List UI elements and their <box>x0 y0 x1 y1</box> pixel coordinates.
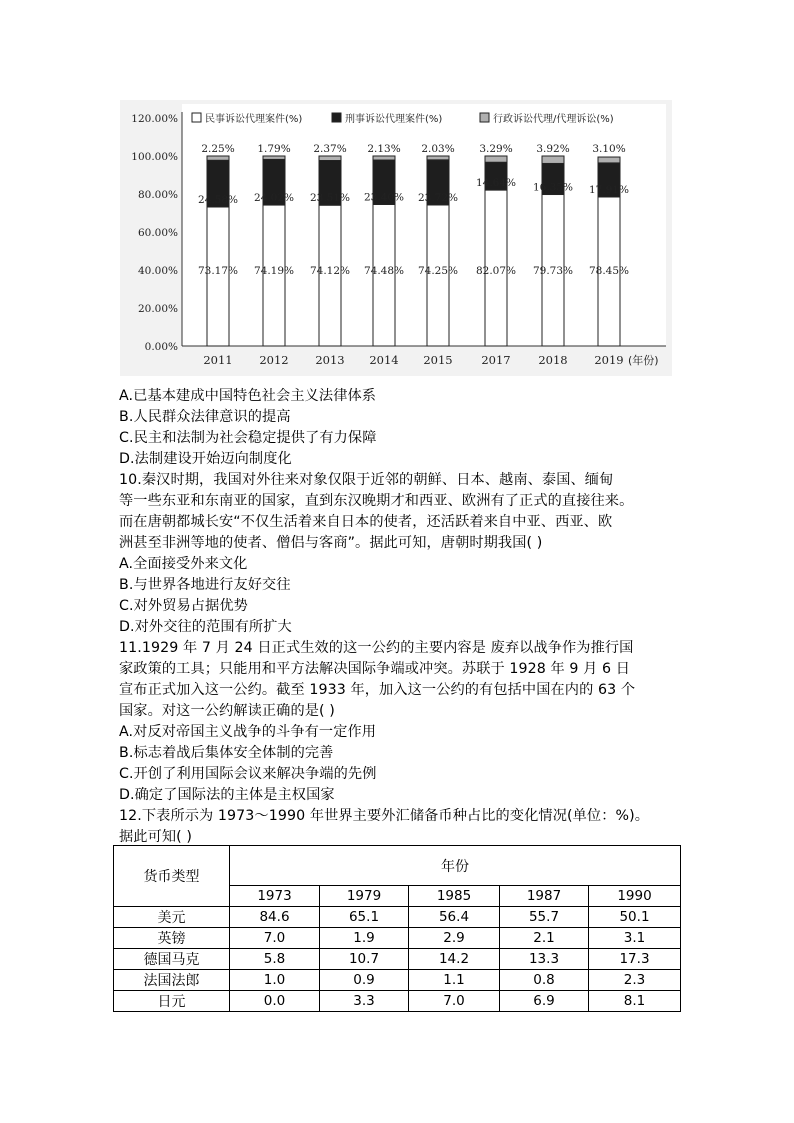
q10-option-b: B.与世界各地进行友好交往 <box>119 577 291 593</box>
table-row <box>114 928 681 949</box>
q10-stem-line-2: 等一些东亚和东南亚的国家，直到东汉晚期才和西亚、欧洲有了正式的直接往来。 <box>119 493 634 509</box>
q11-stem-line-1: 11.1929 年 7 月 24 日正式生效的这一公约的主要内容是 废弃以战争作为推行国 <box>119 640 634 656</box>
table-row <box>114 991 681 1012</box>
q9-option-b: B.人民群众法律意识的提高 <box>119 409 291 425</box>
q9-option-a: A.已基本建成中国特色社会主义法律体系 <box>119 388 377 404</box>
bar-segment <box>427 156 449 160</box>
y-tick-label: 120.00% <box>131 113 178 125</box>
year-header: 1987 <box>500 886 589 907</box>
table-cell: 1.9 <box>320 928 409 949</box>
data-label: 74.48% <box>363 265 405 277</box>
row-currency-name: 德国马克 <box>114 949 230 970</box>
table-cell: 55.7 <box>500 907 589 928</box>
bar-segment <box>598 157 620 163</box>
q11-stem-line-4: 国家。对这一公约解读正确的是( ) <box>119 703 335 719</box>
data-label: 3.92% <box>536 143 570 155</box>
q10-stem-line-4: 洲甚至非洲等地的使者、僧侣与客商”。据此可知，唐朝时期我国( ) <box>119 535 543 551</box>
data-label: 74.25% <box>417 265 459 277</box>
y-tick-label: 0.00% <box>144 341 178 353</box>
data-label: 82.07% <box>475 265 517 277</box>
plot-area <box>182 104 666 346</box>
legend-swatch <box>332 113 341 122</box>
table-cell: 50.1 <box>589 907 681 928</box>
x-tick-label: 2012 <box>259 353 289 367</box>
table-cell: 3.1 <box>589 928 681 949</box>
q10-option-d: D.对外交往的范围有所扩大 <box>119 619 292 635</box>
data-label: 17.91% <box>588 183 630 196</box>
legend-label: 民事诉讼代理案件(%) <box>205 114 303 125</box>
legend-swatch <box>192 113 201 122</box>
table-cell: 56.4 <box>409 907 500 928</box>
header-currency-type: 货币类型 <box>114 846 230 907</box>
data-label: 23.40% <box>363 191 405 204</box>
row-currency-name: 英镑 <box>114 928 230 949</box>
year-header: 1985 <box>409 886 500 907</box>
q10-stem-line-1: 10.秦汉时期，我国对外往来对象仅限于近邻的朝鲜、日本、越南、泰国、缅甸 <box>119 472 614 488</box>
table-cell: 5.8 <box>230 949 320 970</box>
table-cell: 0.9 <box>320 970 409 991</box>
data-label: 16.35% <box>532 181 574 194</box>
data-label: 74.19% <box>253 265 295 277</box>
table-cell: 7.0 <box>409 991 500 1012</box>
table-cell: 7.0 <box>230 928 320 949</box>
chart-svg <box>120 100 672 376</box>
bar-segment <box>207 156 229 160</box>
q11-option-d: D.确定了国际法的主体是主权国家 <box>119 787 335 803</box>
table-cell: 2.9 <box>409 928 500 949</box>
legend-swatch <box>480 113 489 122</box>
bar-segment <box>373 156 395 160</box>
data-label: 2.03% <box>421 143 455 155</box>
table-cell: 10.7 <box>320 949 409 970</box>
table-cell: 3.3 <box>320 991 409 1012</box>
x-tick-label: 2017 <box>481 353 511 367</box>
row-currency-name: 美元 <box>114 907 230 928</box>
data-label: 24.58% <box>197 193 239 206</box>
x-tick-label: 2019 <box>594 353 624 367</box>
legend-label: 刑事诉讼代理案件(%) <box>345 114 443 125</box>
year-header: 1990 <box>589 886 681 907</box>
bar-segment <box>485 156 507 162</box>
q9-option-c: C.民主和法制为社会稳定提供了有力保障 <box>119 430 377 446</box>
y-tick-label: 100.00% <box>131 151 178 163</box>
q10-option-a: A.全面接受外来文化 <box>119 556 248 572</box>
currency-reserve-table <box>113 845 681 1012</box>
x-tick-label: 2018 <box>538 353 568 367</box>
table-cell: 17.3 <box>589 949 681 970</box>
stacked-bar-chart <box>120 100 672 376</box>
data-label: 2.13% <box>367 143 401 155</box>
data-label: 78.45% <box>588 265 630 277</box>
q11-stem-line-2: 家政策的工具；只能用和平方法解决国际争端或冲突。苏联于 1928 年 9 月 6 日 <box>119 661 631 677</box>
data-label: 2.25% <box>201 143 235 155</box>
q11-option-b: B.标志着战后集体安全体制的完善 <box>119 745 334 761</box>
y-tick-label: 80.00% <box>137 189 178 201</box>
q12-stem-line-2: 据此可知( ) <box>119 829 193 845</box>
data-label: 23.72% <box>417 191 459 204</box>
table-cell: 65.1 <box>320 907 409 928</box>
data-label: 79.73% <box>532 265 574 277</box>
y-tick-label: 20.00% <box>137 303 178 315</box>
legend-label: 行政诉讼代理/代理诉讼(%) <box>493 114 614 125</box>
bar-segment <box>542 156 564 163</box>
table-cell: 14.2 <box>409 949 500 970</box>
bar-segment <box>319 156 341 161</box>
row-currency-name: 法国法郎 <box>114 970 230 991</box>
data-label: 14.64% <box>475 177 517 190</box>
q11-stem-line-3: 宣布正式加入这一公约。截至 1933 年，加入这一公约的有包括中国在内的 63 个 <box>119 682 636 698</box>
bar-segment <box>263 156 285 159</box>
table-row <box>114 907 681 928</box>
table-cell: 2.1 <box>500 928 589 949</box>
header-year: 年份 <box>230 846 681 886</box>
data-label: 74.12% <box>309 265 351 277</box>
table-cell: 0.8 <box>500 970 589 991</box>
q9-option-d: D.法制建设开始迈向制度化 <box>119 451 292 467</box>
x-tick-label: 2013 <box>315 353 345 367</box>
table-cell: 1.1 <box>409 970 500 991</box>
year-header: 1979 <box>320 886 409 907</box>
table-cell: 1.0 <box>230 970 320 991</box>
table-cell: 6.9 <box>500 991 589 1012</box>
table-cell: 13.3 <box>500 949 589 970</box>
q11-option-c: C.开创了利用国际会议来解决争端的先例 <box>119 766 377 782</box>
table-cell: 2.3 <box>589 970 681 991</box>
table-row <box>114 949 681 970</box>
data-label: 23.51% <box>309 192 351 205</box>
row-currency-name: 日元 <box>114 991 230 1012</box>
table-cell: 8.1 <box>589 991 681 1012</box>
q10-option-c: C.对外贸易占据优势 <box>119 598 248 614</box>
year-header: 1973 <box>230 886 320 907</box>
data-label: 3.29% <box>479 143 513 155</box>
q12-stem-line-1: 12.下表所示为 1973～1990 年世界主要外汇储备币种占比的变化情况(单位：%)。 <box>119 808 649 824</box>
q10-stem-line-3: 而在唐朝都城长安“不仅生活着来自日本的使者，还活跃着来自中亚、西亚、欧 <box>119 514 613 530</box>
table-row <box>114 970 681 991</box>
data-label: 1.79% <box>257 143 291 155</box>
data-label: 73.17% <box>197 265 239 277</box>
data-label: 24.02% <box>253 192 295 205</box>
x-tick-label: 2015 <box>423 353 453 367</box>
x-unit-label: (年份) <box>628 354 659 367</box>
y-tick-label: 40.00% <box>137 265 178 277</box>
y-tick-label: 60.00% <box>137 227 178 239</box>
table-cell: 0.0 <box>230 991 320 1012</box>
q11-option-a: A.对反对帝国主义战争的斗争有一定作用 <box>119 724 377 740</box>
x-tick-label: 2014 <box>369 353 399 367</box>
x-tick-label: 2011 <box>203 353 233 367</box>
data-label: 2.37% <box>313 143 347 155</box>
table-cell: 84.6 <box>230 907 320 928</box>
data-label: 3.10% <box>592 143 626 155</box>
